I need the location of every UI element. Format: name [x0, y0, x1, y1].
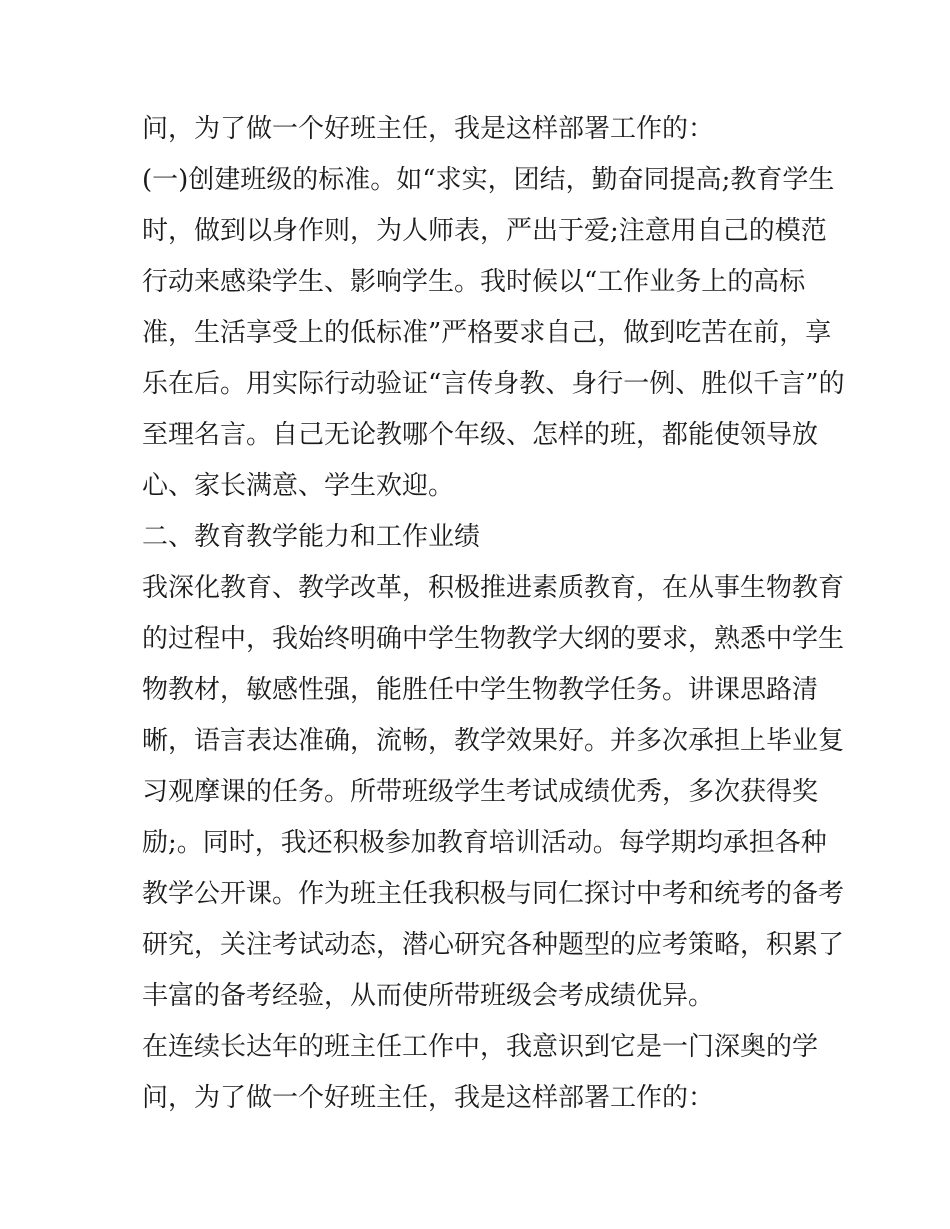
text-line: 行动来感染学生、影响学生。我时候以“工作业务上的高标 [142, 267, 806, 297]
section-heading: 二、教育教学能力和工作业绩 [142, 522, 481, 552]
text-line: 我深化教育、教学改革，积极推进素质教育，在从事生物教育 [142, 573, 845, 603]
text-line: 准，生活享受上的低标准”严格要求自己，做到吃苦在前，享 [142, 318, 832, 348]
text-line: 心、家长满意、学生欢迎。 [142, 471, 455, 501]
document-body [142, 104, 845, 1124]
text-line: 习观摩课的任务。所带班级学生考试成绩优秀，多次获得奖 [142, 777, 819, 807]
text-line: 研究，关注考试动态，潜心研究各种题型的应考策略，积累了 [142, 930, 845, 960]
text-line: 励;。同时，我还积极参加教育培训活动。每学期均承担各种 [142, 828, 827, 858]
text-line: 的过程中，我始终明确中学生物教学大纲的要求，熟悉中学生 [142, 624, 845, 654]
text-line: 时，做到以身作则，为人师表，严出于爱;注意用自己的模范 [142, 216, 827, 246]
text-line: 在连续长达年的班主任工作中，我意识到它是一门深奥的学 [142, 1032, 819, 1062]
text-line: 教学公开课。作为班主任我积极与同仁探讨中考和统考的备考 [142, 879, 845, 909]
text-line: 问，为了做一个好班主任，我是这样部署工作的： [142, 1083, 715, 1113]
text-line: 物教材，敏感性强，能胜任中学生物教学任务。讲课思路清 [142, 675, 819, 705]
text-line: (一)创建班级的标准。如“求实，团结，勤奋同提高;教育学生 [142, 165, 835, 195]
text-line: 晰，语言表达准确，流畅，教学效果好。并多次承担上毕业复 [142, 726, 845, 756]
text-line: 丰富的备考经验，从而使所带班级会考成绩优异。 [142, 981, 715, 1011]
text-line: 乐在后。用实际行动验证“言传身教、身行一例、胜似千言”的 [142, 369, 845, 399]
text-line: 问，为了做一个好班主任，我是这样部署工作的： [142, 114, 715, 144]
text-line: 至理名言。自己无论教哪个年级、怎样的班，都能使领导放 [142, 420, 819, 450]
